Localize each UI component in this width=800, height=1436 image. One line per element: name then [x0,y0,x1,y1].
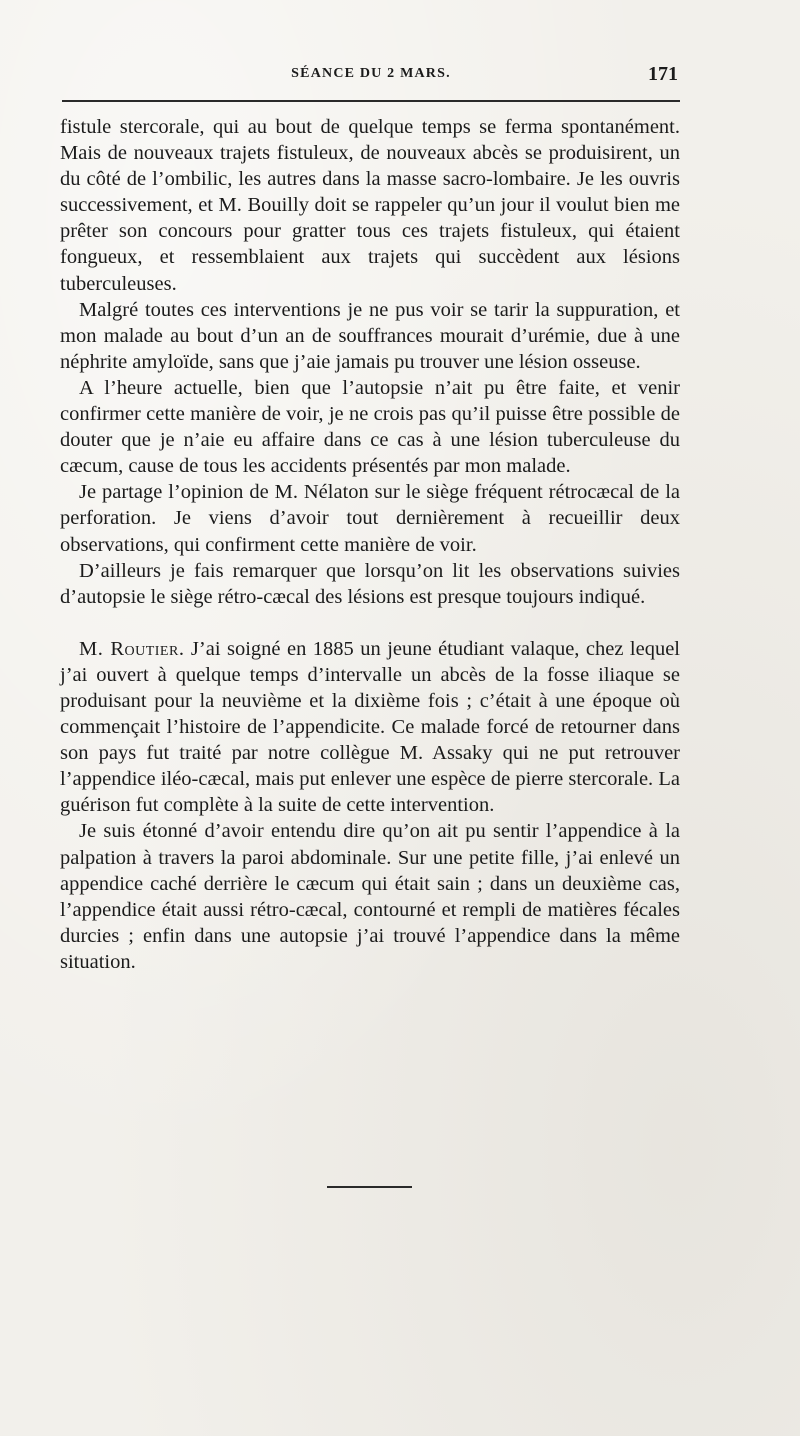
paragraph: A l’heure actuelle, bien que l’autopsie n’ait pu être faite, et venir confirmer cette manière de voir, je ne crois pas qu’il puisse être possible de douter que je n’aie eu affaire dans ce cas à une lésion tuberculeuse du cæcum, cause de tous les accidents présentés par mon malade. [60,376,680,478]
paragraph: Malgré toutes ces interventions je ne pus voir se tarir la suppuration, et mon malade au bout d’un an de souffrances mourait d’urémie, due à une néphrite amyloïde, sans que j’aie jamais pu trouver une lésion osseuse. [60,298,680,373]
speech-text: J’ai soigné en 1885 un jeune étudiant valaque, chez lequel j’ai ouvert à quelque temps d’intervalle un abcès de la fosse iliaque se produisant pour la neuvième et la dixième fois ; c’était à une époque où commençait l’histoire de l’appendicite. Ce malade forcé de retourner dans son pays fut traité par notre collègue M. Assaky qui ne put retrouver l’appendice iléo-cæcal, mais put enlever une espèce de pierre stercorale. La guérison fut complète à la suite de cette intervention. [60,637,680,817]
paragraph-continuation: fistule stercorale, qui au bout de quelque temps se ferma spontanément. Mais de nouveaux trajets fistuleux, de nouveaux abcès se produisirent, un du côté de l’ombilic, les autres dans la masse sacro-lombaire. Je les ouvris successivement, et M. Bouilly doit se rappeler qu’un jour il voulut bien me prêter son concours pour gratter tous ces trajets fistuleux, qui étaient fongueux, et ressemblaient aux trajets qui succèdent aux lésions tuberculeuses. [60,116,680,295]
page-header [62,63,680,94]
running-head: SÉANCE DU 2 MARS. [291,66,451,81]
paragraph-speech [60,636,680,819]
paragraph: Je partage l’opinion de M. Nélaton sur le siège fréquent rétrocæcal de la perforation. Je viens d’avoir tout dernièrement à recueillir deux observations, qui confirment cette manière de voir. [60,481,680,556]
section-end-rule [327,1186,412,1188]
body-text [60,114,680,975]
speaker-name: M. Routier. [79,637,185,660]
paragraph: D’ailleurs je fais remarquer que lorsqu’on lit les observations suivies d’autopsie le siège rétro-cæcal des lésions est presque toujours indiqué. [60,559,680,608]
page-number: 171 [648,63,678,85]
paragraph: Je suis étonné d’avoir entendu dire qu’on ait pu sentir l’appendice à la palpation à travers la paroi abdominale. Sur une petite fille, j’ai enlevé un appendice caché derrière le cæcum qui était sain ; dans un deuxième cas, l’appendice était aussi rétro-cæcal, contourné et rempli de matières fécales durcies ; enfin dans une autopsie j’ai trouvé l’appendice dans la même situation. [60,820,680,973]
header-rule [62,100,680,102]
